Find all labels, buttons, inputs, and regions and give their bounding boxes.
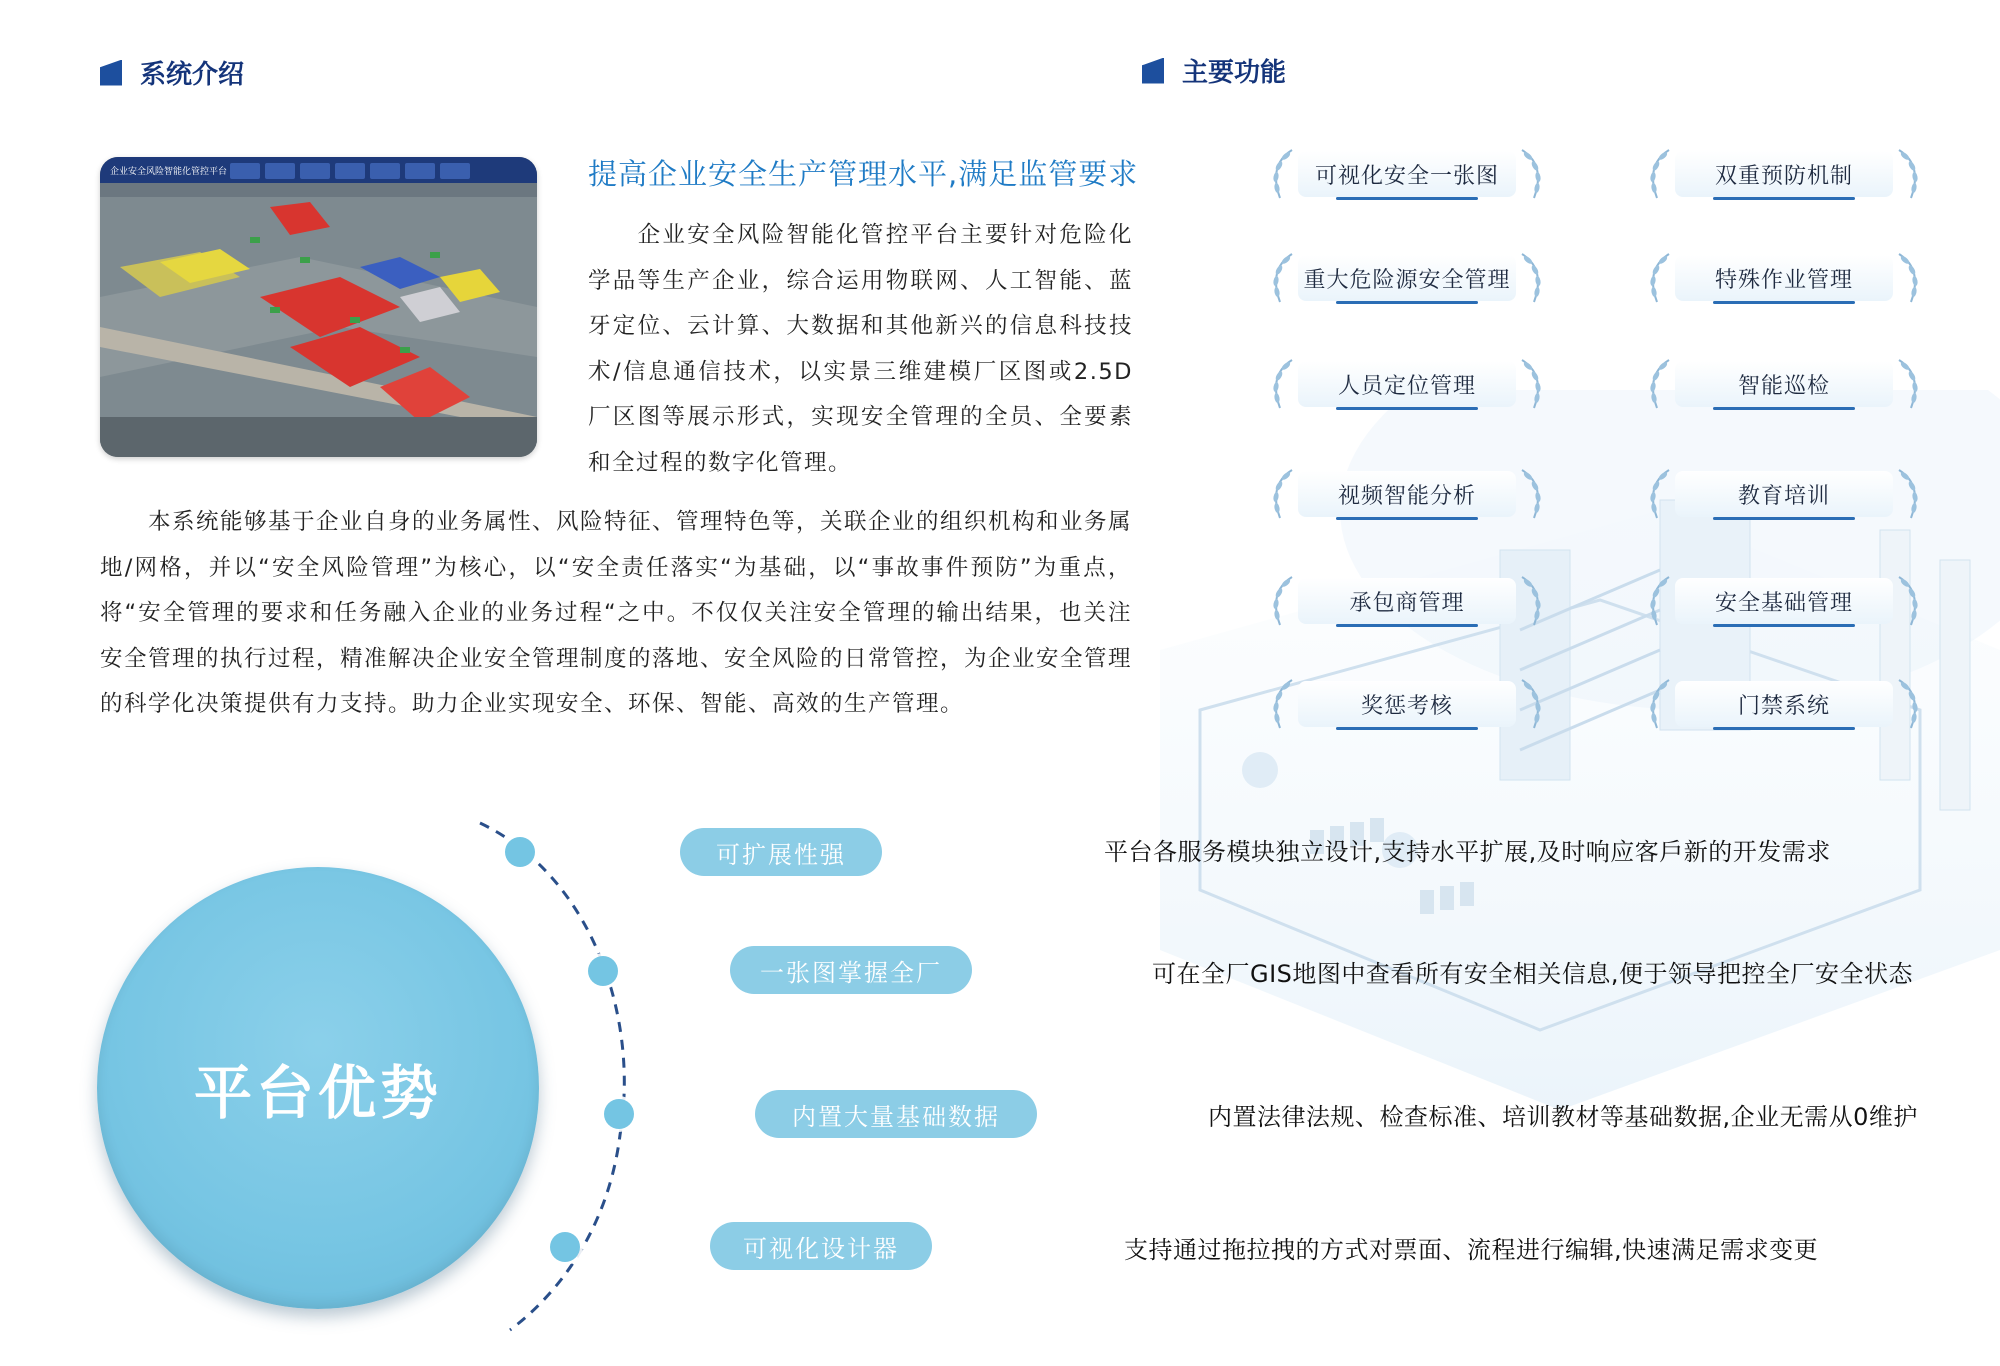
function-badge (1266, 573, 1548, 629)
laurel-right-icon (1893, 466, 1925, 522)
function-label: 安全基础管理 (1675, 578, 1893, 624)
laurel-right-icon (1516, 466, 1548, 522)
function-badge (1266, 676, 1548, 732)
laurel-left-icon (1266, 573, 1298, 629)
function-badge (1643, 146, 1925, 202)
intro-subtitle: 提高企业安全生产管理水平,满足监管要求 (588, 157, 1139, 191)
laurel-left-icon (1643, 146, 1675, 202)
function-label: 智能巡检 (1675, 361, 1893, 407)
advantage-desc-3: 内置法律法规、检查标准、培训教材等基础数据,企业无需从0维护 (1208, 1103, 1918, 1131)
function-label: 门禁系统 (1675, 681, 1893, 727)
function-badge (1643, 676, 1925, 732)
laurel-right-icon (1516, 356, 1548, 412)
aerial-3d-factory-map (100, 157, 537, 457)
advantage-pill-2: 一张图掌握全厂 (730, 946, 972, 994)
laurel-right-icon (1893, 573, 1925, 629)
function-badge (1643, 466, 1925, 522)
laurel-left-icon (1266, 356, 1298, 412)
laurel-left-icon (1266, 146, 1298, 202)
intro-paragraph-1: 企业安全风险智能化管控平台主要针对危险化学品等生产企业，综合运用物联网、人工智能、蓝牙定位、云计算、大数据和其他新兴的信息科技技术/信息通信技术，以实景三维建模厂区图或2.5D厂区图等展示形式，实现安全管理的全员、全要素和全过程的数字化管理。 (588, 222, 1133, 476)
function-label: 教育培训 (1675, 471, 1893, 517)
intro-paragraph-2: 本系统能够基于企业自身的业务属性、风险特征、管理特色等，关联企业的组织机构和业务属地/网格，并以“安全风险管理”为核心，以“安全责任落实“为基础，以“事故事件预防”为重点，将“安全管理的要求和任务融入企业的业务过程“之中。不仅仅关注安全管理的输出结果，也关注安全管理的执行过程，精准解决企业安全管理制度的落地、安全风险的日常管控，为企业安全管理的科学化决策提供有力支持。助力企业实现安全、环保、智能、高效的生产管理。 (100, 509, 1133, 717)
advantage-dot (588, 956, 618, 986)
section-header-main-functions (1142, 52, 1286, 89)
advantage-dot (550, 1232, 580, 1262)
function-badge (1266, 466, 1548, 522)
laurel-right-icon (1516, 676, 1548, 732)
function-badge (1643, 250, 1925, 306)
advantage-pill-4: 可视化设计器 (710, 1222, 932, 1270)
laurel-left-icon (1266, 676, 1298, 732)
function-badge (1266, 356, 1548, 412)
header-flag-icon (100, 60, 122, 86)
laurel-right-icon (1516, 146, 1548, 202)
advantage-desc-1: 平台各服务模块独立设计,支持水平扩展,及时响应客戶新的开发需求 (1104, 838, 1831, 866)
function-badge (1266, 250, 1548, 306)
function-label: 视频智能分析 (1298, 471, 1516, 517)
laurel-left-icon (1643, 573, 1675, 629)
section-header-system-intro (100, 54, 244, 91)
advantage-desc-4: 支持通过拖拉拽的方式对票面、流程进行编辑,快速满足需求变更 (1124, 1236, 1819, 1264)
header-flag-icon (1142, 58, 1164, 84)
laurel-right-icon (1516, 573, 1548, 629)
laurel-left-icon (1643, 250, 1675, 306)
platform-advantage-circle (97, 867, 539, 1309)
laurel-right-icon (1893, 676, 1925, 732)
laurel-right-icon (1516, 250, 1548, 306)
section-title: 主要功能 (1182, 58, 1287, 88)
function-label: 可视化安全一张图 (1298, 151, 1516, 197)
function-label: 承包商管理 (1298, 578, 1516, 624)
laurel-left-icon (1643, 356, 1675, 412)
advantage-center-label: 平台优势 (193, 1059, 442, 1127)
advantage-pill-1: 可扩展性强 (680, 828, 882, 876)
function-badge (1266, 146, 1548, 202)
advantage-dot (604, 1099, 634, 1129)
laurel-right-icon (1893, 356, 1925, 412)
laurel-left-icon (1266, 250, 1298, 306)
section-title: 系统介绍 (140, 60, 245, 90)
function-label: 双重预防机制 (1675, 151, 1893, 197)
screenshot-title: 企业安全风险智能化管控平台 (110, 166, 228, 176)
function-label: 特殊作业管理 (1675, 255, 1893, 301)
laurel-left-icon (1643, 466, 1675, 522)
function-badge (1643, 356, 1925, 412)
platform-screenshot-image (100, 157, 537, 457)
advantage-dot (505, 837, 535, 867)
function-label: 人员定位管理 (1298, 361, 1516, 407)
laurel-left-icon (1266, 466, 1298, 522)
laurel-left-icon (1643, 676, 1675, 732)
advantage-pill-3: 内置大量基础数据 (755, 1090, 1037, 1138)
laurel-right-icon (1893, 146, 1925, 202)
advantage-desc-2: 可在全厂GIS地图中查看所有安全相关信息,便于领导把控全厂安全状态 (1152, 960, 1914, 988)
function-badge (1643, 573, 1925, 629)
function-label: 重大危险源安全管理 (1298, 255, 1516, 301)
laurel-right-icon (1893, 250, 1925, 306)
function-label: 奖惩考核 (1298, 681, 1516, 727)
